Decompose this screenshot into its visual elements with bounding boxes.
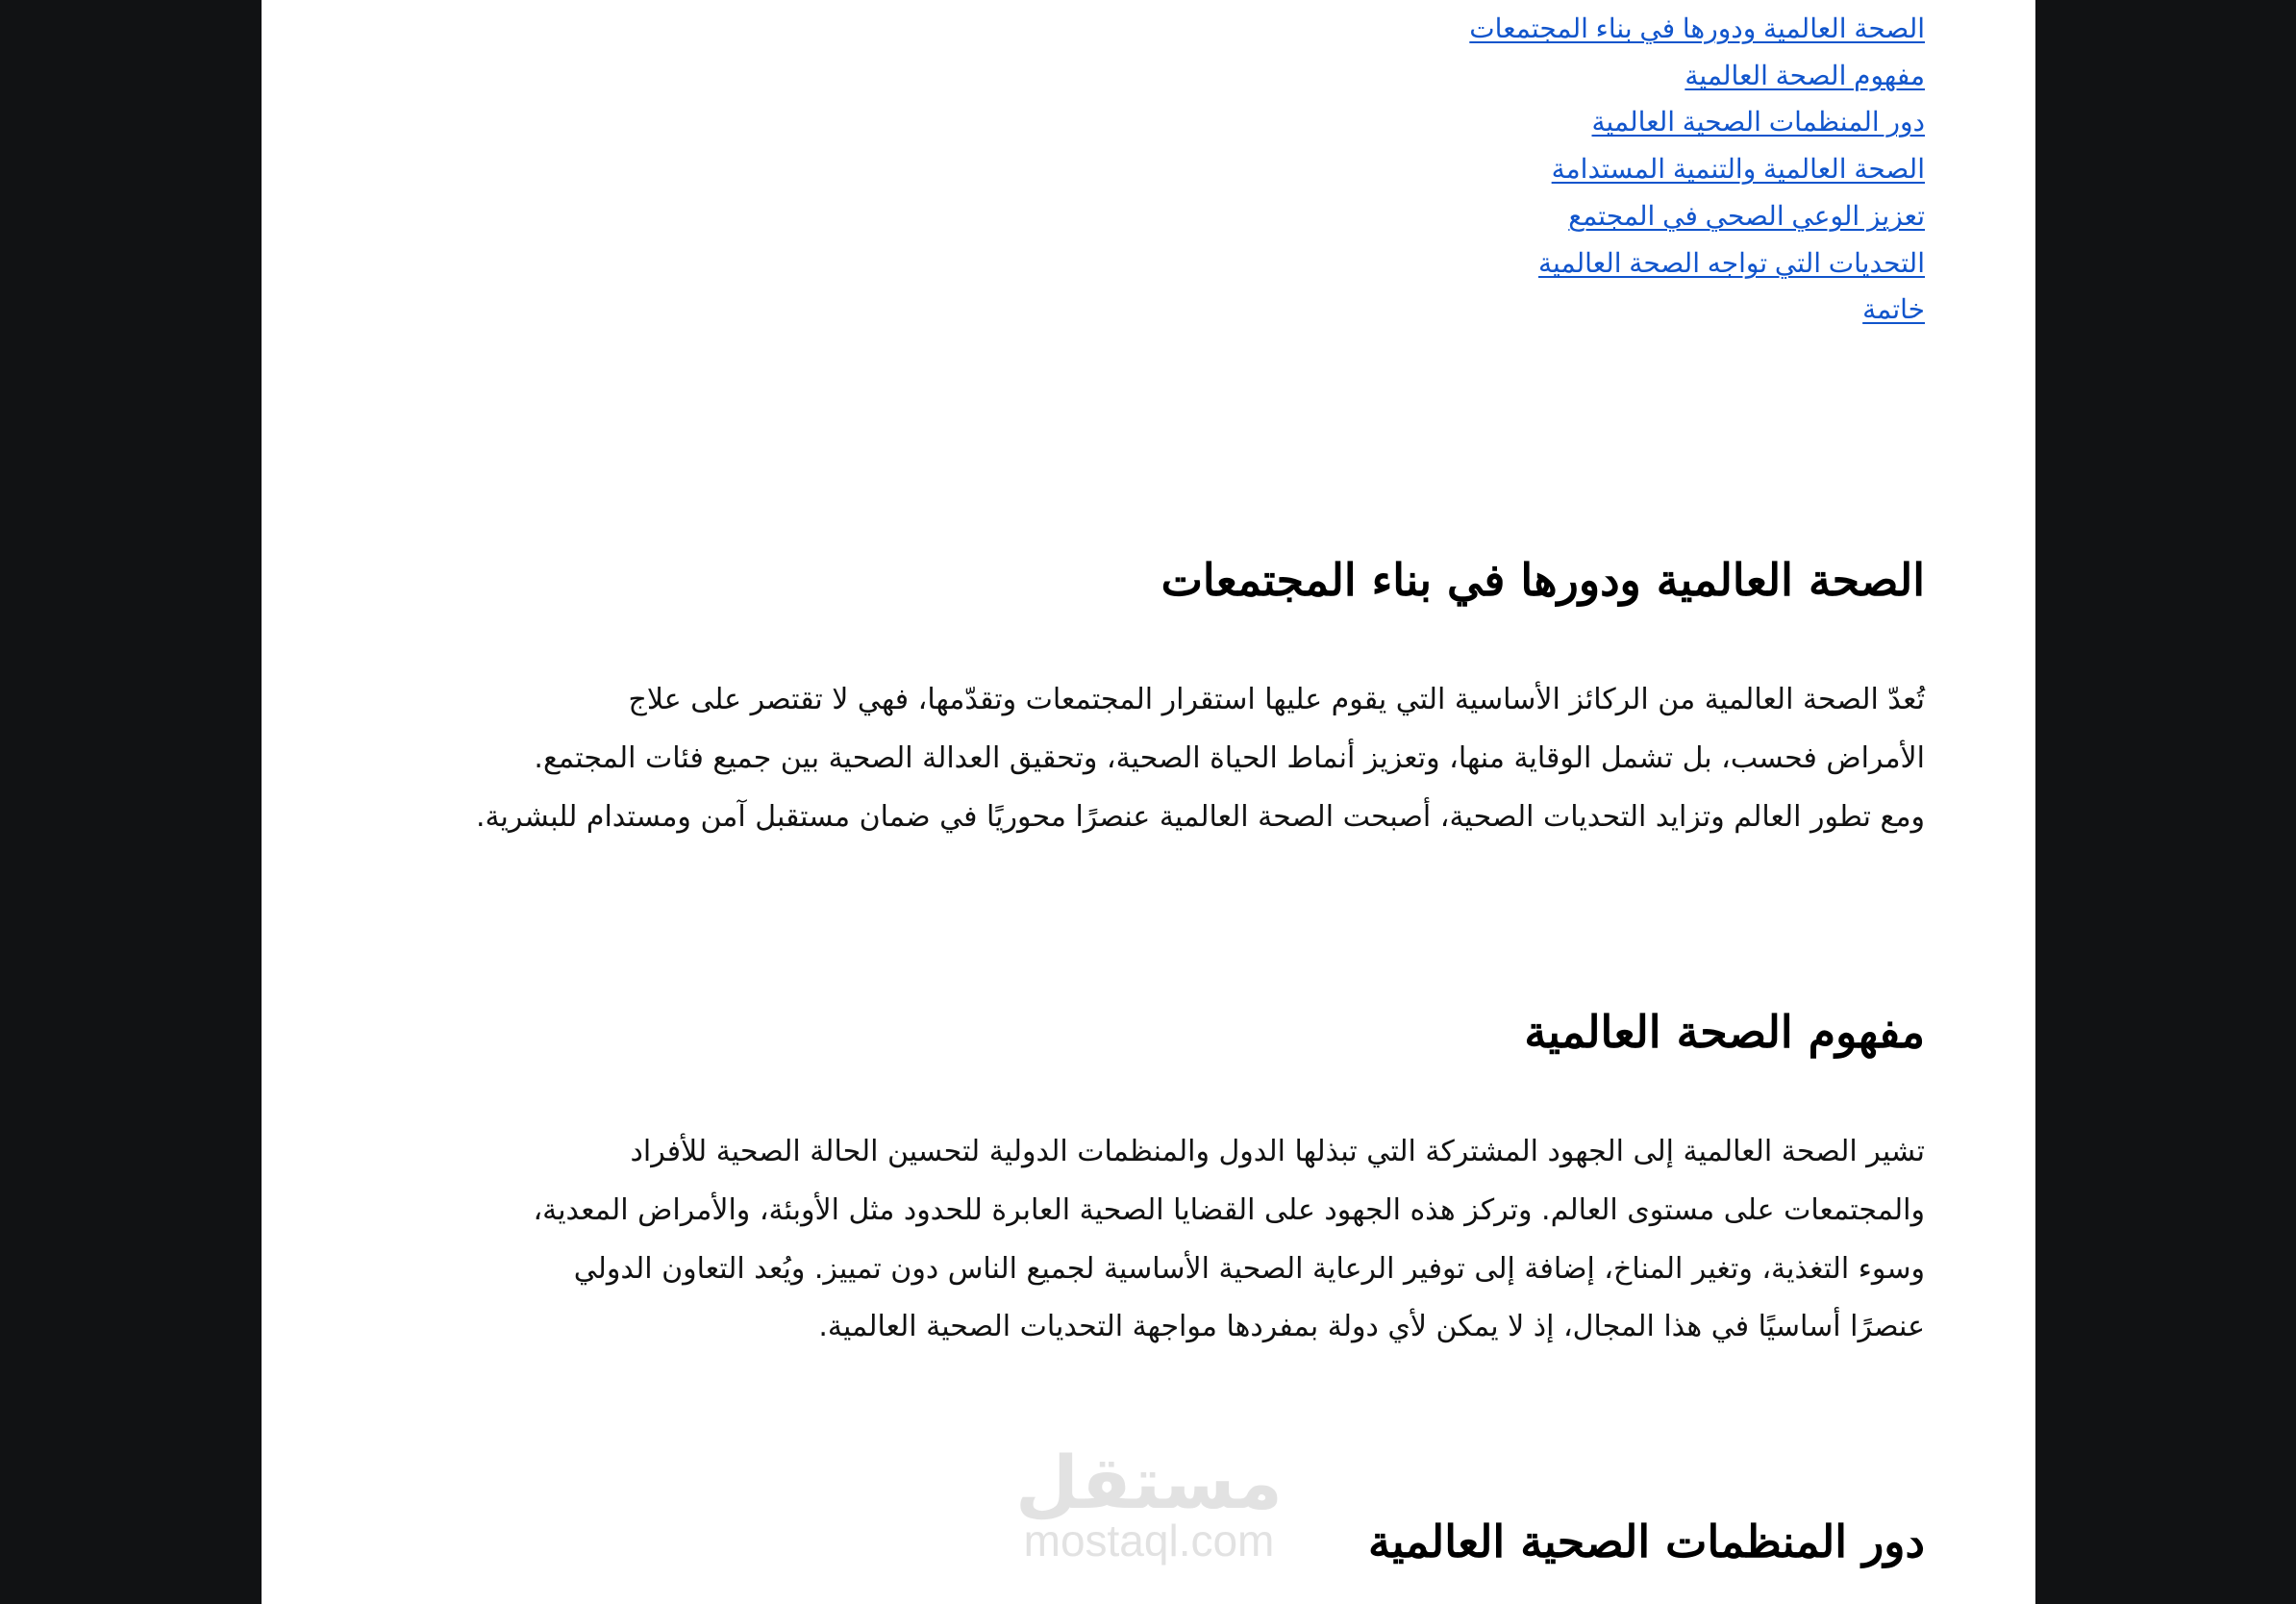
watermark-latin-text: mostaql.com (1023, 1516, 1275, 1566)
toc-link-sustainable-development[interactable]: الصحة العالمية والتنمية المستدامة (1551, 154, 1925, 184)
toc-link-global-health-role[interactable]: الصحة العالمية ودورها في بناء المجتمعات (1469, 13, 1925, 43)
section-heading: الصحة العالمية ودورها في بناء المجتمعات (1160, 554, 1925, 606)
mostaql-watermark (1005, 1442, 1293, 1577)
paragraph-line: الأمراض فحسب، بل تشمل الوقاية منها، وتعزيز أنماط الحياة الصحية، وتحقيق العدالة الصحية بين جميع فئات المجتمع. (534, 741, 1925, 775)
toc-link-concept[interactable]: مفهوم الصحة العالمية (1685, 61, 1925, 90)
paragraph-line: ومع تطور العالم وتزايد التحديات الصحية، أصبحت الصحة العالمية عنصرًا محوريًا في ضمان مستقبل آمن ومستدام للبشرية. (475, 800, 1925, 834)
toc-link-conclusion[interactable]: خاتمة (1862, 294, 1925, 324)
toc-link-organizations[interactable]: دور المنظمات الصحية العالمية (1591, 107, 1925, 137)
paragraph-line: وسوء التغذية، وتغير المناخ، إضافة إلى توفير الرعاية الصحية الأساسية لجميع الناس دون تمييز. ويُعد التعاون الدولي (573, 1252, 1925, 1286)
toc-link-health-awareness[interactable]: تعزيز الوعي الصحي في المجتمع (1568, 201, 1925, 231)
section-heading: مفهوم الصحة العالمية (1524, 1006, 1925, 1058)
document-page (262, 0, 2035, 1604)
paragraph-line: تشير الصحة العالمية إلى الجهود المشتركة التي تبذلها الدول والمنظمات الدولية لتحسين الحالة الصحية للأفراد (630, 1135, 1925, 1168)
paragraph-line: عنصرًا أساسيًا في هذا المجال، إذ لا يمكن لأي دولة بمفردها مواجهة التحديات الصحية العالمية. (818, 1310, 1925, 1343)
paragraph-line: تُعدّ الصحة العالمية من الركائز الأساسية التي يقوم عليها استقرار المجتمعات وتقدّمها، فهي لا تقتصر على علاج (628, 683, 1925, 716)
section-heading: دور المنظمات الصحية العالمية (1368, 1516, 1925, 1567)
paragraph-line: والمجتمعات على مستوى العالم. وتركز هذه الجهود على القضايا الصحية العابرة للحدود مثل الأوبئة، والأمراض المعدية، (533, 1193, 1925, 1227)
toc-link-challenges[interactable]: التحديات التي تواجه الصحة العالمية (1538, 248, 1925, 278)
watermark-arabic-text: مستقل (1015, 1440, 1283, 1525)
